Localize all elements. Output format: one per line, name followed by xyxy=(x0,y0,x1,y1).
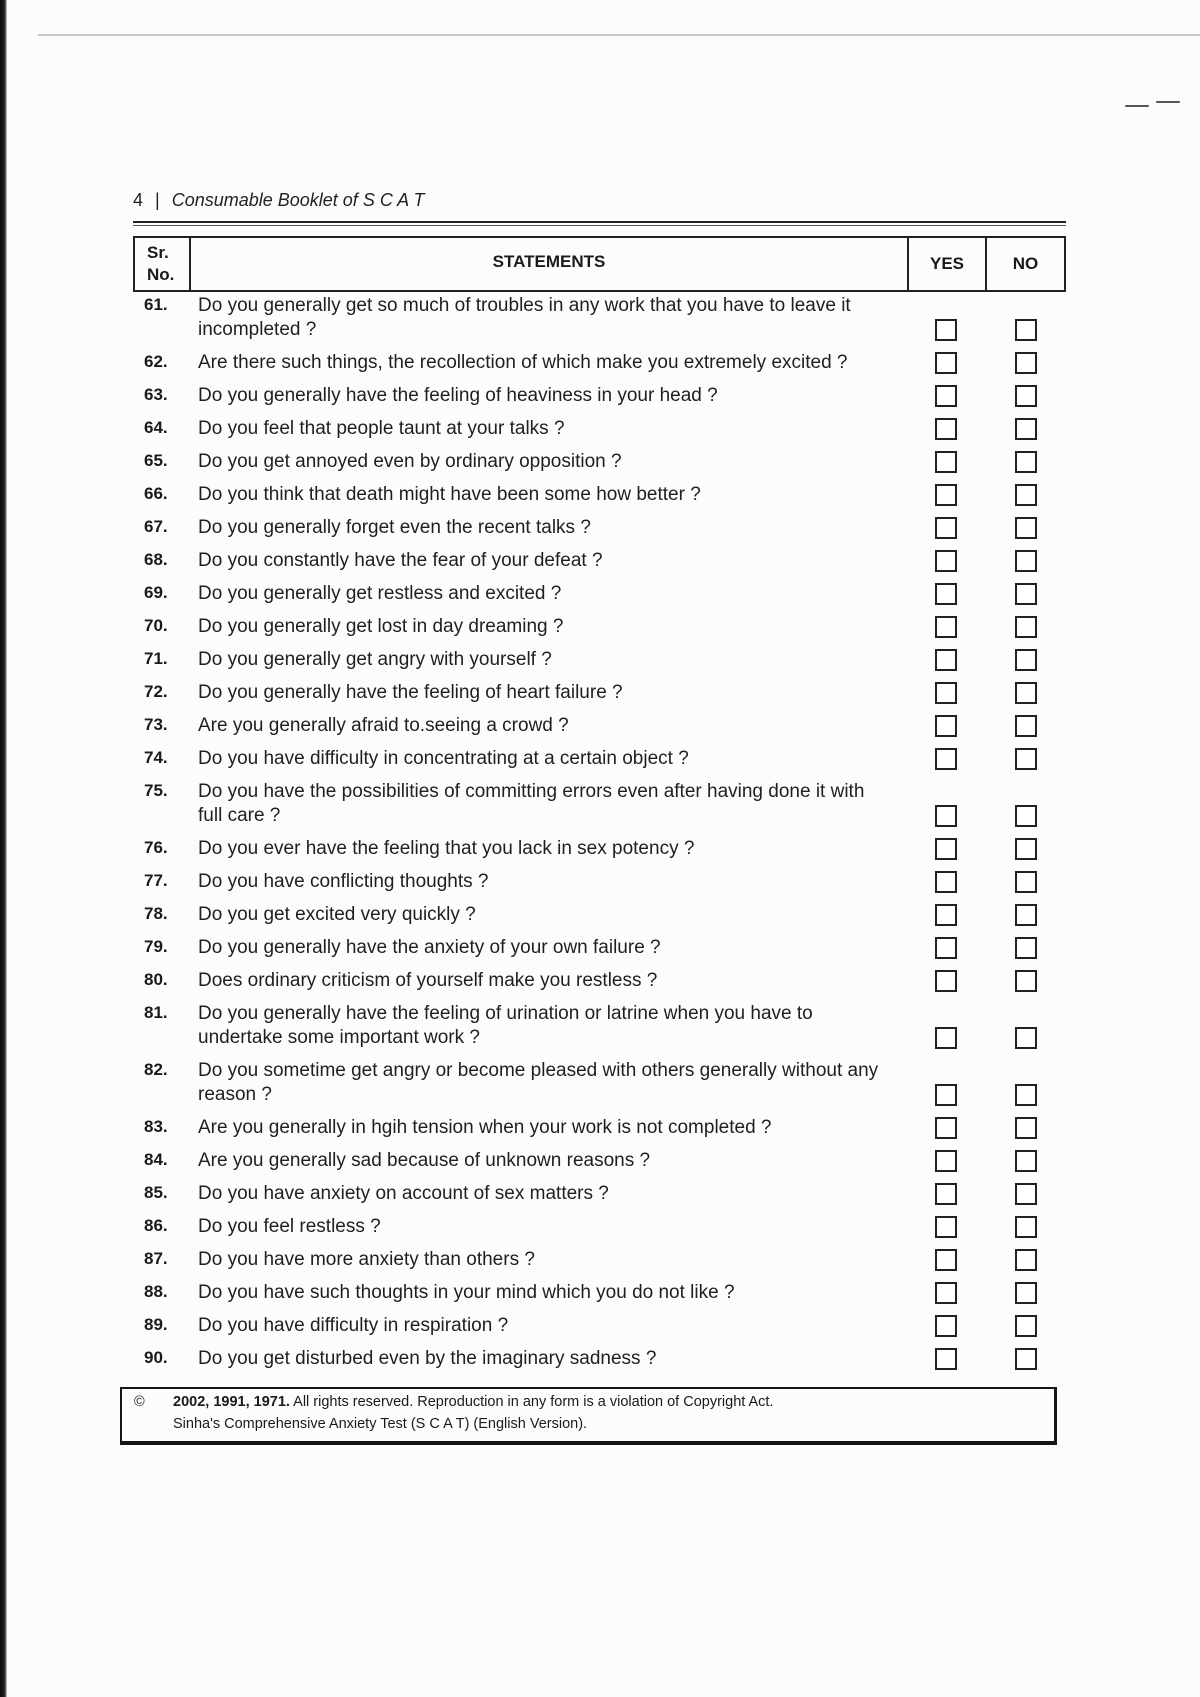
yes-cell xyxy=(907,611,985,644)
statement-number: 66. xyxy=(144,484,168,503)
statement-row xyxy=(133,932,1066,965)
no-checkbox[interactable] xyxy=(1015,715,1037,737)
statement-number: 82. xyxy=(144,1060,168,1079)
yes-cell xyxy=(907,677,985,710)
statement-row xyxy=(133,380,1066,413)
copyright-line xyxy=(173,1391,774,1413)
sr-no-header xyxy=(135,238,189,290)
page-number: 4 xyxy=(133,190,144,210)
statement-number: 71. xyxy=(144,649,168,668)
yes-cell xyxy=(907,899,985,932)
no-cell xyxy=(985,1310,1066,1343)
yes-checkbox[interactable] xyxy=(935,805,957,827)
no-checkbox[interactable] xyxy=(1015,583,1037,605)
statement-row xyxy=(133,833,1066,866)
statement-number: 70. xyxy=(144,616,168,635)
no-checkbox[interactable] xyxy=(1015,517,1037,539)
statement-row xyxy=(133,347,1066,380)
statement-list xyxy=(133,290,1066,1376)
yes-checkbox[interactable] xyxy=(935,583,957,605)
no-cell xyxy=(985,290,1066,347)
yes-checkbox[interactable] xyxy=(935,550,957,572)
statement-row xyxy=(133,413,1066,446)
no-checkbox[interactable] xyxy=(1015,904,1037,926)
yes-cell xyxy=(907,578,985,611)
no-cell xyxy=(985,644,1066,677)
no-checkbox[interactable] xyxy=(1015,418,1037,440)
no-cell xyxy=(985,1055,1066,1112)
no-cell xyxy=(985,1112,1066,1145)
no-cell xyxy=(985,1145,1066,1178)
statement-text: Do you have the possibilities of committing errors even after having done it with full care ? xyxy=(198,781,865,826)
scan-mark xyxy=(1125,105,1149,107)
no-checkbox[interactable] xyxy=(1015,1216,1037,1238)
yes-checkbox[interactable] xyxy=(935,616,957,638)
no-checkbox[interactable] xyxy=(1015,550,1037,572)
statement-number: 77. xyxy=(144,871,168,890)
sr-label: Sr. xyxy=(147,243,169,262)
statement-row xyxy=(133,1211,1066,1244)
yes-checkbox[interactable] xyxy=(935,1315,957,1337)
no-cell xyxy=(985,479,1066,512)
statement-number: 88. xyxy=(144,1282,168,1301)
statement-row xyxy=(133,611,1066,644)
statement-number: 68. xyxy=(144,550,168,569)
no-cell xyxy=(985,1244,1066,1277)
statement-row xyxy=(133,1343,1066,1376)
copyright-symbol: © xyxy=(134,1394,145,1410)
no-checkbox[interactable] xyxy=(1015,1183,1037,1205)
statement-row xyxy=(133,866,1066,899)
yes-checkbox[interactable] xyxy=(935,748,957,770)
statement-row xyxy=(133,1112,1066,1145)
yes-cell xyxy=(907,290,985,347)
table-header xyxy=(133,236,1066,292)
statement-text: Do you get annoyed even by ordinary opposition ? xyxy=(198,451,622,472)
statement-number: 63. xyxy=(144,385,168,404)
statement-text: Do you get excited very quickly ? xyxy=(198,904,476,925)
no-checkbox[interactable] xyxy=(1015,451,1037,473)
yes-checkbox[interactable] xyxy=(935,352,957,374)
no-checkbox[interactable] xyxy=(1015,1117,1037,1139)
yes-cell xyxy=(907,1055,985,1112)
yes-cell xyxy=(907,380,985,413)
statement-number: 79. xyxy=(144,937,168,956)
statement-text: Do you sometime get angry or become pleased with others generally without any reason ? xyxy=(198,1060,879,1105)
no-cell xyxy=(985,743,1066,776)
statement-number: 78. xyxy=(144,904,168,923)
statement-text: Do you constantly have the fear of your defeat ? xyxy=(198,550,603,571)
statement-row xyxy=(133,512,1066,545)
statement-text: Do you get disturbed even by the imaginary sadness ? xyxy=(198,1348,657,1369)
statement-number: 89. xyxy=(144,1315,168,1334)
yes-cell xyxy=(907,1178,985,1211)
yes-checkbox[interactable] xyxy=(935,1084,957,1106)
no-cell xyxy=(985,512,1066,545)
yes-checkbox[interactable] xyxy=(935,937,957,959)
yes-checkbox[interactable] xyxy=(935,970,957,992)
statement-text: Do you have such thoughts in your mind which you do not like ? xyxy=(198,1282,735,1303)
no-cell xyxy=(985,1178,1066,1211)
statement-number: 86. xyxy=(144,1216,168,1235)
statement-text: Are you generally in hgih tension when your work is not completed ? xyxy=(198,1117,772,1138)
no-checkbox[interactable] xyxy=(1015,838,1037,860)
no-checkbox[interactable] xyxy=(1015,1249,1037,1271)
no-checkbox[interactable] xyxy=(1015,484,1037,506)
statement-number: 80. xyxy=(144,970,168,989)
statement-row xyxy=(133,899,1066,932)
statement-number: 61. xyxy=(144,295,168,314)
yes-checkbox[interactable] xyxy=(935,1150,957,1172)
no-label: No. xyxy=(147,265,175,284)
yes-cell xyxy=(907,1244,985,1277)
no-cell xyxy=(985,899,1066,932)
yes-cell xyxy=(907,833,985,866)
rights-statement: All rights reserved. Reproduction in any form is a violation of Copyright Act. xyxy=(293,1394,774,1410)
no-cell xyxy=(985,347,1066,380)
yes-cell xyxy=(907,1112,985,1145)
no-checkbox[interactable] xyxy=(1015,319,1037,341)
yes-cell xyxy=(907,776,985,833)
statement-row xyxy=(133,644,1066,677)
yes-checkbox[interactable] xyxy=(935,715,957,737)
copyright-years: 2002, 1991, 1971. xyxy=(173,1394,290,1410)
no-cell xyxy=(985,965,1066,998)
no-checkbox[interactable] xyxy=(1015,805,1037,827)
statement-number: 64. xyxy=(144,418,168,437)
no-cell xyxy=(985,1343,1066,1376)
scan-edge-left xyxy=(0,0,7,1697)
yes-cell xyxy=(907,1310,985,1343)
no-cell xyxy=(985,380,1066,413)
statement-text: Do you generally get so much of troubles in any work that you have to leave it incompleted ? xyxy=(198,295,851,340)
yes-checkbox[interactable] xyxy=(935,1249,957,1271)
statement-text: Do you generally have the feeling of heaviness in your head ? xyxy=(198,385,718,406)
statement-row xyxy=(133,710,1066,743)
statement-row xyxy=(133,1178,1066,1211)
statement-number: 81. xyxy=(144,1003,168,1022)
statement-text: Are you generally afraid to.seeing a crowd ? xyxy=(198,715,569,736)
scan-mark xyxy=(1156,101,1180,103)
yes-checkbox[interactable] xyxy=(935,451,957,473)
statement-row xyxy=(133,578,1066,611)
statement-text: Do you feel restless ? xyxy=(198,1216,381,1237)
statement-number: 72. xyxy=(144,682,168,701)
statement-text: Do you generally have the anxiety of your own failure ? xyxy=(198,937,661,958)
statement-number: 73. xyxy=(144,715,168,734)
statement-text: Does ordinary criticism of yourself make you restless ? xyxy=(198,970,658,991)
no-cell xyxy=(985,545,1066,578)
no-checkbox[interactable] xyxy=(1015,682,1037,704)
no-cell xyxy=(985,578,1066,611)
yes-cell xyxy=(907,1211,985,1244)
statement-row xyxy=(133,290,1066,347)
statement-row xyxy=(133,545,1066,578)
no-cell xyxy=(985,866,1066,899)
yes-checkbox[interactable] xyxy=(935,1027,957,1049)
yes-cell xyxy=(907,866,985,899)
statement-number: 87. xyxy=(144,1249,168,1268)
no-cell xyxy=(985,710,1066,743)
statement-text: Do you generally have the feeling of heart failure ? xyxy=(198,682,623,703)
no-checkbox[interactable] xyxy=(1015,748,1037,770)
statement-number: 90. xyxy=(144,1348,168,1367)
yes-cell xyxy=(907,446,985,479)
statement-text: Do you generally get angry with yourself ? xyxy=(198,649,552,670)
yes-checkbox[interactable] xyxy=(935,1348,957,1370)
no-cell xyxy=(985,1211,1066,1244)
statement-text: Do you have conflicting thoughts ? xyxy=(198,871,489,892)
no-checkbox[interactable] xyxy=(1015,385,1037,407)
statement-text: Do you generally get restless and excited ? xyxy=(198,583,562,604)
no-checkbox[interactable] xyxy=(1015,970,1037,992)
statement-row xyxy=(133,479,1066,512)
yes-checkbox[interactable] xyxy=(935,517,957,539)
header-separator: | xyxy=(155,190,160,210)
yes-cell xyxy=(907,413,985,446)
statement-text: Do you have anxiety on account of sex matters ? xyxy=(198,1183,609,1204)
statement-row xyxy=(133,677,1066,710)
statement-number: 75. xyxy=(144,781,168,800)
yes-cell xyxy=(907,347,985,380)
yes-cell xyxy=(907,965,985,998)
statement-number: 74. xyxy=(144,748,168,767)
statement-row xyxy=(133,1277,1066,1310)
no-cell xyxy=(985,413,1066,446)
no-checkbox[interactable] xyxy=(1015,1315,1037,1337)
statement-text: Do you have difficulty in respiration ? xyxy=(198,1315,509,1336)
statement-text: Do you generally forget even the recent talks ? xyxy=(198,517,591,538)
no-cell xyxy=(985,932,1066,965)
running-header xyxy=(133,189,425,211)
no-cell xyxy=(985,998,1066,1055)
yes-cell xyxy=(907,1277,985,1310)
yes-checkbox[interactable] xyxy=(935,904,957,926)
yes-cell xyxy=(907,545,985,578)
no-checkbox[interactable] xyxy=(1015,1027,1037,1049)
yes-cell xyxy=(907,512,985,545)
yes-checkbox[interactable] xyxy=(935,1117,957,1139)
yes-checkbox[interactable] xyxy=(935,418,957,440)
statement-number: 67. xyxy=(144,517,168,536)
statement-row xyxy=(133,776,1066,833)
statement-text: Do you ever have the feeling that you lack in sex potency ? xyxy=(198,838,695,859)
booklet-title: Consumable Booklet of S C A T xyxy=(171,190,425,210)
yes-cell xyxy=(907,644,985,677)
yes-header: YES xyxy=(907,238,985,290)
statement-text: Do you think that death might have been some how better ? xyxy=(198,484,701,505)
statement-number: 83. xyxy=(144,1117,168,1136)
yes-checkbox[interactable] xyxy=(935,385,957,407)
statement-number: 84. xyxy=(144,1150,168,1169)
yes-checkbox[interactable] xyxy=(935,682,957,704)
yes-cell xyxy=(907,479,985,512)
statement-row xyxy=(133,1244,1066,1277)
statement-number: 85. xyxy=(144,1183,168,1202)
yes-checkbox[interactable] xyxy=(935,484,957,506)
no-checkbox[interactable] xyxy=(1015,1084,1037,1106)
yes-cell xyxy=(907,743,985,776)
no-cell xyxy=(985,833,1066,866)
no-cell xyxy=(985,677,1066,710)
statement-row xyxy=(133,1310,1066,1343)
yes-checkbox[interactable] xyxy=(935,319,957,341)
no-cell xyxy=(985,1277,1066,1310)
no-checkbox[interactable] xyxy=(1015,937,1037,959)
no-checkbox[interactable] xyxy=(1015,649,1037,671)
statement-row xyxy=(133,998,1066,1055)
yes-cell xyxy=(907,932,985,965)
statement-text: Do you generally have the feeling of urination or latrine when you have to undertake some important work ? xyxy=(198,1003,813,1048)
no-cell xyxy=(985,776,1066,833)
copyright-footer xyxy=(120,1387,1057,1445)
yes-cell xyxy=(907,1343,985,1376)
scan-edge-top xyxy=(38,34,1200,36)
header-rule xyxy=(133,221,1066,226)
statement-text: Do you have more anxiety than others ? xyxy=(198,1249,535,1270)
no-checkbox[interactable] xyxy=(1015,871,1037,893)
no-checkbox[interactable] xyxy=(1015,1150,1037,1172)
statement-row xyxy=(133,1055,1066,1112)
yes-checkbox[interactable] xyxy=(935,838,957,860)
statements-header: STATEMENTS xyxy=(189,238,907,290)
statement-row xyxy=(133,743,1066,776)
statement-row xyxy=(133,1145,1066,1178)
yes-cell xyxy=(907,710,985,743)
statement-row xyxy=(133,446,1066,479)
no-cell xyxy=(985,446,1066,479)
test-name: Sinha's Comprehensive Anxiety Test (S C A T) (English Version). xyxy=(173,1416,588,1432)
statement-text: Are there such things, the recollection of which make you extremely excited ? xyxy=(198,352,848,373)
no-checkbox[interactable] xyxy=(1015,352,1037,374)
statement-text: Do you generally get lost in day dreaming ? xyxy=(198,616,564,637)
statement-text: Do you feel that people taunt at your talks ? xyxy=(198,418,565,439)
no-checkbox[interactable] xyxy=(1015,616,1037,638)
yes-checkbox[interactable] xyxy=(935,871,957,893)
yes-checkbox[interactable] xyxy=(935,1216,957,1238)
yes-checkbox[interactable] xyxy=(935,1183,957,1205)
no-cell xyxy=(985,611,1066,644)
no-header: NO xyxy=(985,238,1064,290)
statement-number: 62. xyxy=(144,352,168,371)
statement-number: 65. xyxy=(144,451,168,470)
statement-row xyxy=(133,965,1066,998)
yes-cell xyxy=(907,998,985,1055)
no-checkbox[interactable] xyxy=(1015,1348,1037,1370)
statement-text: Are you generally sad because of unknown reasons ? xyxy=(198,1150,651,1171)
yes-checkbox[interactable] xyxy=(935,1282,957,1304)
yes-cell xyxy=(907,1145,985,1178)
no-checkbox[interactable] xyxy=(1015,1282,1037,1304)
statement-text: Do you have difficulty in concentrating at a certain object ? xyxy=(198,748,689,769)
yes-checkbox[interactable] xyxy=(935,649,957,671)
statement-number: 69. xyxy=(144,583,168,602)
statement-number: 76. xyxy=(144,838,168,857)
